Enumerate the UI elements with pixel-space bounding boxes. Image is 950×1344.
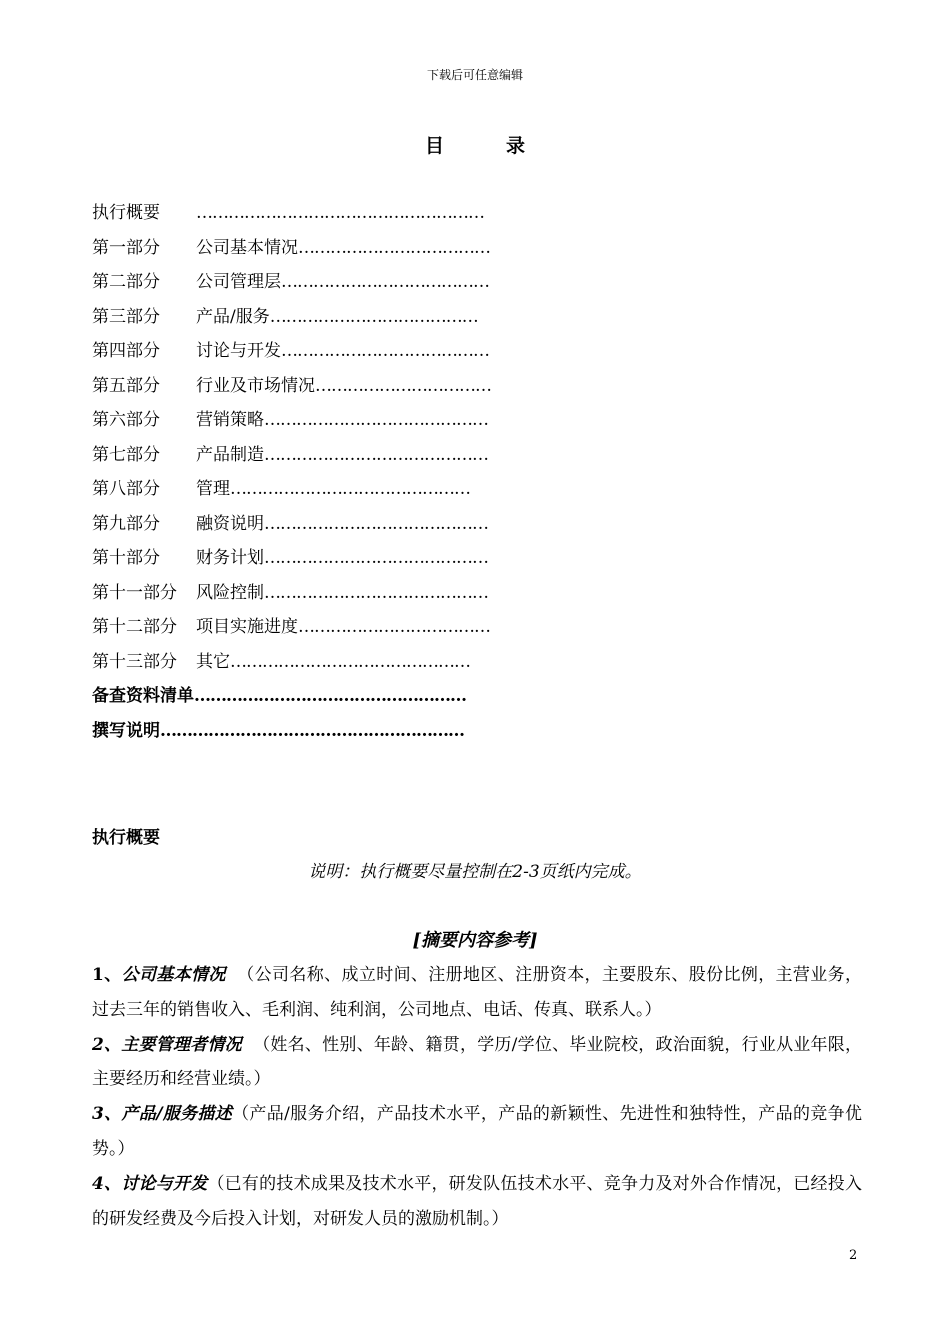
item-label: 主要管理者情况 — [121, 1034, 242, 1055]
toc-row — [92, 233, 592, 268]
item-label: 讨论与开发 — [121, 1173, 208, 1194]
toc-row — [92, 198, 592, 233]
toc-row — [92, 647, 592, 682]
toc-name: 营销策略 — [196, 410, 264, 430]
toc-part: 执行概要 — [92, 203, 160, 223]
item-number: 2、 — [92, 1034, 122, 1055]
toc-row — [92, 474, 592, 509]
toc-name: 项目实施进度 — [196, 617, 298, 637]
toc-part: 第四部分 — [92, 341, 160, 361]
toc-part: 第十部分 — [92, 548, 160, 568]
item-text: （已有的技术成果及技术水平，研发队伍技术水平、竞争力及对外合作情况，已经投入的研发经费及今后投入计划，对研发人员的激励机制。） — [92, 1173, 862, 1229]
toc-name: 财务计划 — [196, 548, 264, 568]
toc-part: 第十二部分 — [92, 617, 177, 637]
item-label: 公司基本情况 — [121, 965, 226, 985]
toc-name: 产品制造 — [196, 444, 264, 465]
toc-part: 撰写说明 — [92, 720, 160, 741]
item-text: （姓名、性别、年龄、籍贯，学历/学位、毕业院校，政治面貌，行业从业年限，主要经历和经营业绩。） — [92, 1034, 863, 1090]
summary-items — [92, 958, 862, 1236]
toc-part: 第十一部分 — [92, 582, 177, 603]
toc-name: 管理 — [196, 479, 230, 499]
toc-name: 融资说明 — [196, 513, 264, 534]
toc-row — [92, 578, 592, 613]
page-number: 2 — [849, 1248, 858, 1263]
summary-item — [92, 1097, 862, 1167]
toc-part: 第五部分 — [92, 375, 160, 396]
section-heading: 执行概要 — [92, 828, 160, 848]
toc-row — [92, 371, 592, 406]
toc-leader: …………………………………… — [264, 548, 488, 568]
toc-leader: ………………………………… — [281, 341, 489, 361]
toc-leader: …………………………………… — [264, 513, 488, 534]
toc-row — [92, 612, 592, 647]
toc-row — [92, 543, 592, 578]
instruction-note: 说明：执行概要尽量控制在2-3页纸内完成。 — [308, 862, 642, 882]
toc-part: 第六部分 — [92, 410, 160, 430]
toc-leader: …………………………………… — [264, 444, 488, 465]
summary-item — [92, 1028, 862, 1098]
toc-leader: ……………………………… — [298, 617, 490, 637]
toc-leader: ………………………………… — [269, 306, 478, 327]
toc-part: 第七部分 — [92, 444, 160, 465]
summary-item — [92, 1167, 862, 1237]
toc-title: 目录 — [424, 135, 587, 157]
item-number: 1、 — [92, 965, 122, 985]
toc-leader: …………………………… — [315, 375, 491, 396]
toc-name: 讨论与开发 — [196, 341, 281, 361]
item-number: 3、 — [92, 1104, 122, 1125]
toc-leader: …………………………………………… — [194, 686, 466, 706]
toc-part: 备查资料清单 — [92, 686, 194, 706]
toc-name: 其它 — [196, 651, 230, 672]
toc-name: 风险控制 — [196, 582, 264, 603]
toc-row-writing-notes — [92, 716, 592, 751]
toc-part: 第九部分 — [92, 513, 160, 534]
toc-leader: …………………………………… — [264, 410, 488, 430]
toc-row — [92, 267, 592, 302]
toc-part: 第二部分 — [92, 272, 160, 292]
toc-leader: ……………………………………………… — [196, 203, 484, 223]
toc-leader: ……………………………………… — [230, 651, 470, 672]
header-note: 下载后可任意编辑 — [426, 68, 523, 82]
toc-part: 第一部分 — [92, 237, 160, 258]
toc-leader: ………………………………………………… — [160, 720, 464, 741]
toc-leader: …………………………………… — [264, 582, 488, 603]
summary-item — [92, 958, 862, 1028]
item-label: 产品/服务描述 — [121, 1104, 233, 1125]
toc-row — [92, 405, 592, 440]
toc-name: 行业及市场情况 — [196, 375, 315, 396]
toc-leader: ……………………………… — [298, 237, 490, 258]
toc-part: 第八部分 — [92, 479, 160, 499]
toc-part: 第十三部分 — [92, 651, 177, 672]
toc-part: 第三部分 — [92, 306, 160, 327]
toc-row — [92, 509, 592, 544]
item-text: （产品/服务介绍，产品技术水平，产品的新颖性、先进性和独特性，产品的竞争优势。） — [92, 1104, 862, 1159]
item-number: 4、 — [92, 1173, 122, 1194]
toc-name: 公司管理层 — [196, 272, 281, 292]
toc-row — [92, 302, 592, 337]
toc-row — [92, 440, 592, 475]
toc-name: 产品/服务 — [196, 306, 270, 327]
toc-row — [92, 336, 592, 371]
summary-title: [摘要内容参考] — [412, 930, 538, 951]
toc-name: 公司基本情况 — [196, 237, 298, 258]
toc-leader: ……………………………………… — [230, 479, 470, 499]
item-text: （公司名称、成立时间、注册地区、注册资本，主要股东、股份比例，主营业务，过去三年的销售收入、毛利润、纯利润，公司地点、电话、传真、联系人。） — [92, 965, 863, 1020]
toc-row-appendix — [92, 681, 592, 716]
toc-leader: ………………………………… — [281, 272, 489, 292]
table-of-contents — [92, 198, 592, 750]
